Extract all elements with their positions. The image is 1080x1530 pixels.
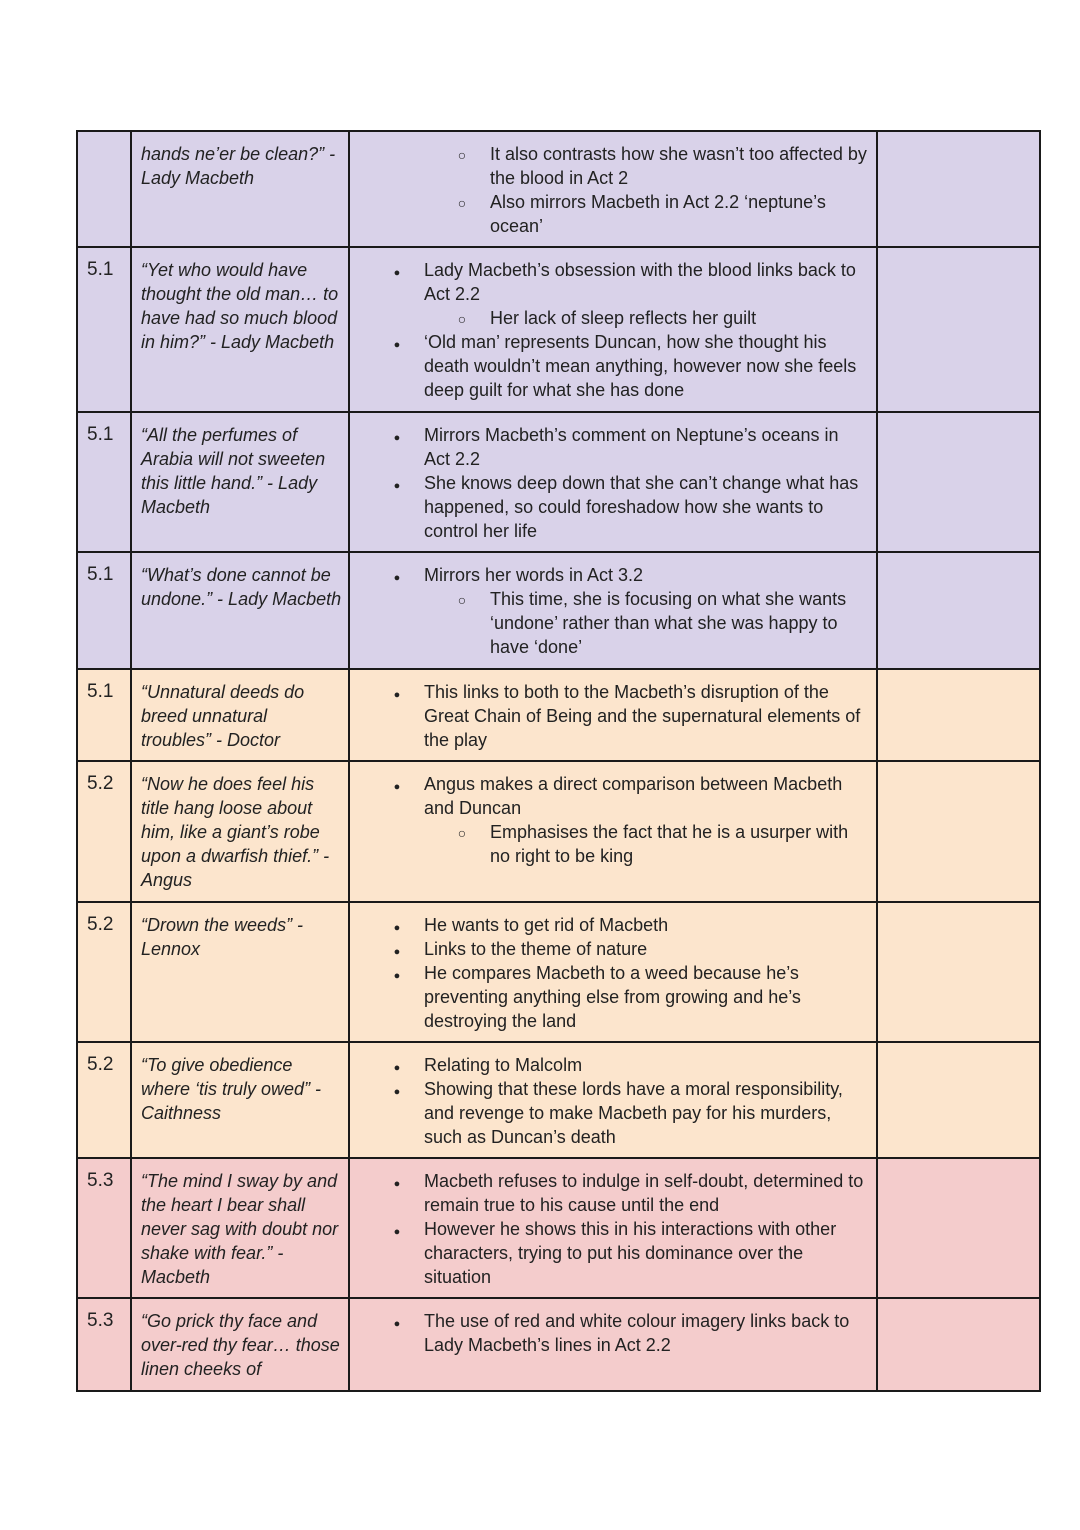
bullet-item — [350, 937, 868, 961]
bullet-list — [350, 680, 868, 752]
act-scene-cell — [77, 131, 131, 247]
filled-bullet-icon — [390, 1217, 404, 1244]
bullet-text: Mirrors Macbeth’s comment on Neptune’s oceans in Act 2.2 — [424, 425, 839, 469]
filled-bullet-icon — [390, 1309, 404, 1336]
analysis-cell — [349, 669, 877, 761]
quote-cell: “Yet who would have thought the old man… to have had so much blood in him?” - Lady Macbeth — [131, 247, 349, 412]
notes-cell — [877, 247, 1040, 412]
act-scene-cell: 5.1 — [77, 552, 131, 669]
bullet-list — [350, 258, 868, 402]
bullet-item — [350, 772, 868, 868]
bullet-text: He wants to get rid of Macbeth — [424, 915, 669, 935]
filled-bullet-icon — [390, 680, 404, 707]
quote-cell: “To give obedience where ‘tis truly owed” - Caithness — [131, 1042, 349, 1158]
quote-cell: hands ne’er be clean?” - Lady Macbeth — [131, 131, 349, 247]
bullet-text: However he shows this in his interactions with other characters, trying to put his dominance over the situation — [424, 1219, 837, 1287]
analysis-cell — [349, 1298, 877, 1391]
bullet-item — [350, 423, 868, 471]
act-scene-cell: 5.1 — [77, 669, 131, 761]
filled-bullet-icon — [390, 471, 404, 498]
sub-bullet-text: This time, she is focusing on what she wants ‘undone’ rather than what she was happy to have ‘done’ — [490, 589, 847, 657]
analysis-cell — [349, 552, 877, 669]
table-row — [77, 761, 1040, 902]
quote-cell: “Drown the weeds” - Lennox — [131, 902, 349, 1042]
act-scene-cell: 5.2 — [77, 761, 131, 902]
bullet-list — [350, 772, 868, 868]
filled-bullet-icon — [390, 961, 404, 988]
sub-bullet-item — [350, 306, 868, 330]
table-row — [77, 1298, 1040, 1391]
hollow-bullet-icon — [455, 142, 469, 167]
bullet-text: Showing that these lords have a moral responsibility, and revenge to make Macbeth pay for his murders, such as Duncan’s death — [424, 1079, 843, 1147]
sub-bullet-item — [350, 190, 868, 238]
bullet-list — [350, 423, 868, 543]
notes-cell — [877, 902, 1040, 1042]
table-row — [77, 412, 1040, 552]
bullet-item — [350, 1309, 868, 1357]
analysis-cell — [349, 1042, 877, 1158]
filled-bullet-icon — [390, 563, 404, 590]
sub-bullet-list — [350, 142, 868, 238]
bullet-item — [350, 1217, 868, 1289]
sub-bullet-list — [350, 820, 868, 868]
bullet-item — [350, 471, 868, 543]
hollow-bullet-icon — [455, 820, 469, 845]
bullet-list — [350, 913, 868, 1033]
table-row — [77, 1042, 1040, 1158]
sub-bullet-item — [350, 587, 868, 659]
analysis-cell — [349, 1158, 877, 1298]
bullet-item — [350, 913, 868, 937]
hollow-bullet-icon — [455, 587, 469, 612]
bullet-text: Relating to Malcolm — [424, 1055, 583, 1075]
filled-bullet-icon — [390, 772, 404, 799]
act-scene-cell: 5.1 — [77, 247, 131, 412]
notes-cell — [877, 1158, 1040, 1298]
table-row — [77, 552, 1040, 669]
hollow-bullet-icon — [455, 190, 469, 215]
bullet-text: Links to the theme of nature — [424, 939, 648, 959]
hollow-bullet-icon — [455, 306, 469, 331]
bullet-text: She knows deep down that she can’t change what has happened, so could foreshadow how she wants to control her life — [424, 473, 859, 541]
notes-table — [76, 130, 1041, 1392]
bullet-text: Angus makes a direct comparison between Macbeth and Duncan — [424, 774, 843, 818]
sub-bullet-item — [350, 142, 868, 190]
filled-bullet-icon — [390, 913, 404, 940]
table-row — [77, 902, 1040, 1042]
analysis-cell — [349, 412, 877, 552]
quote-cell: “All the perfumes of Arabia will not sweeten this little hand.” - Lady Macbeth — [131, 412, 349, 552]
quote-cell: “What’s done cannot be undone.” - Lady Macbeth — [131, 552, 349, 669]
filled-bullet-icon — [390, 1053, 404, 1080]
filled-bullet-icon — [390, 330, 404, 357]
sub-bullet-list — [350, 306, 868, 330]
bullet-text: ‘Old man’ represents Duncan, how she thought his death wouldn’t mean anything, however now she feels deep guilt for what she has done — [424, 332, 857, 400]
act-scene-cell: 5.1 — [77, 412, 131, 552]
bullet-text: The use of red and white colour imagery links back to Lady Macbeth’s lines in Act 2.2 — [424, 1311, 850, 1355]
bullet-list — [350, 563, 868, 659]
analysis-cell — [349, 131, 877, 247]
filled-bullet-icon — [390, 1169, 404, 1196]
sub-bullet-list — [350, 587, 868, 659]
analysis-cell — [349, 247, 877, 412]
bullet-item — [350, 1053, 868, 1077]
bullet-item — [350, 563, 868, 659]
sub-bullet-text: It also contrasts how she wasn’t too affected by the blood in Act 2 — [490, 144, 867, 188]
quote-cell: “Go prick thy face and over-red thy fear… those linen cheeks of — [131, 1298, 349, 1391]
notes-cell — [877, 1298, 1040, 1391]
act-scene-cell: 5.2 — [77, 1042, 131, 1158]
filled-bullet-icon — [390, 258, 404, 285]
table-row — [77, 669, 1040, 761]
sub-bullet-item — [350, 820, 868, 868]
notes-table-body — [77, 131, 1040, 1391]
act-scene-cell: 5.2 — [77, 902, 131, 1042]
analysis-cell — [349, 902, 877, 1042]
bullet-text: Macbeth refuses to indulge in self-doubt, determined to remain true to his cause until the end — [424, 1171, 864, 1215]
bullet-item — [350, 330, 868, 402]
filled-bullet-icon — [390, 1077, 404, 1104]
bullet-list — [350, 1169, 868, 1289]
notes-cell — [877, 669, 1040, 761]
bullet-item — [350, 258, 868, 330]
notes-cell — [877, 761, 1040, 902]
filled-bullet-icon — [390, 937, 404, 964]
quote-cell: “Unnatural deeds do breed unnatural troubles” - Doctor — [131, 669, 349, 761]
notes-cell — [877, 552, 1040, 669]
bullet-item — [350, 1077, 868, 1149]
sub-bullet-text: Her lack of sleep reflects her guilt — [490, 308, 757, 328]
act-scene-cell: 5.3 — [77, 1298, 131, 1391]
bullet-item — [350, 1169, 868, 1217]
bullet-item — [350, 961, 868, 1033]
act-scene-cell: 5.3 — [77, 1158, 131, 1298]
bullet-text: Mirrors her words in Act 3.2 — [424, 565, 644, 585]
sub-bullet-text: Also mirrors Macbeth in Act 2.2 ‘neptune’s ocean’ — [490, 192, 826, 236]
table-row — [77, 131, 1040, 247]
filled-bullet-icon — [390, 423, 404, 450]
bullet-text: Lady Macbeth’s obsession with the blood links back to Act 2.2 — [424, 260, 856, 304]
bullet-text: He compares Macbeth to a weed because he’s preventing anything else from growing and he’s destroying the land — [424, 963, 801, 1031]
analysis-cell — [349, 761, 877, 902]
table-row — [77, 1158, 1040, 1298]
quote-cell: “The mind I sway by and the heart I bear shall never sag with doubt nor shake with fear.” - Macbeth — [131, 1158, 349, 1298]
bullet-text: This links to both to the Macbeth’s disruption of the Great Chain of Being and the supernatural elements of the play — [424, 682, 861, 750]
bullet-item — [350, 680, 868, 752]
table-row — [77, 247, 1040, 412]
notes-cell — [877, 131, 1040, 247]
sub-bullet-text: Emphasises the fact that he is a usurper with no right to be king — [490, 822, 849, 866]
quote-cell: “Now he does feel his title hang loose about him, like a giant’s robe upon a dwarfish thief.” - Angus — [131, 761, 349, 902]
bullet-list — [350, 1309, 868, 1357]
notes-cell — [877, 1042, 1040, 1158]
notes-cell — [877, 412, 1040, 552]
bullet-list — [350, 1053, 868, 1149]
